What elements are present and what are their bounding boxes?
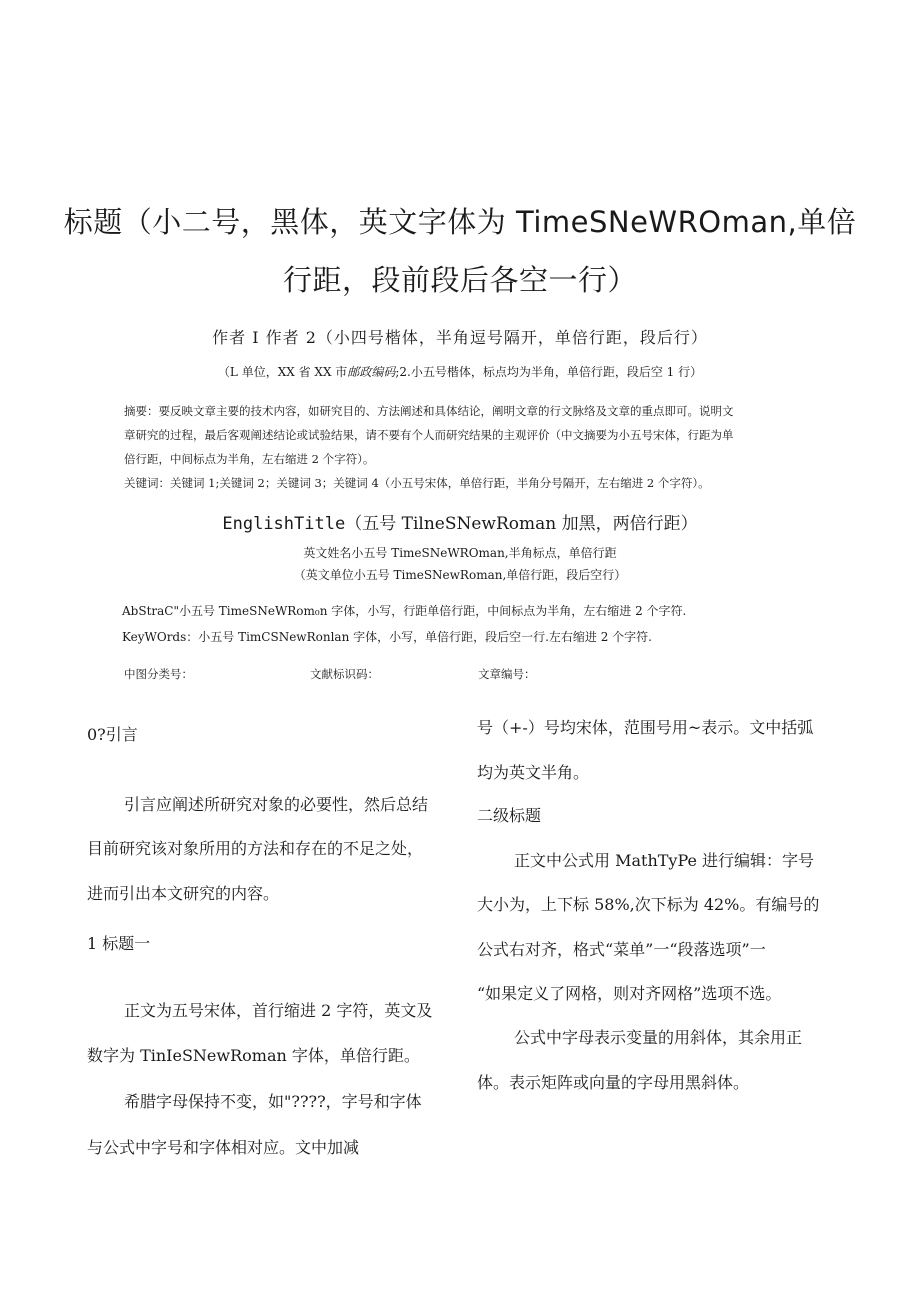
right-p2-line-2: 体。表示矩阵或向量的字母用黑斜体。 [477, 1073, 750, 1092]
right-p0-line-2: 均为英文半角。 [477, 763, 590, 782]
body-p2-line-2: 与公式中字号和字体相对应。文中加减 [87, 1138, 360, 1157]
intro-line-1: 引言应阐述所研究对象的必要性，然后总结 [124, 795, 429, 814]
clc-number-label: 中图分类号： [124, 667, 193, 681]
english-title [0, 509, 920, 534]
intro-line-2: 目前研究该对象所用的方法和存在的不足之处， [87, 839, 424, 858]
abstract-cn-line-2: 章研究的过程，最后客观阐述结论或试验结果，请不要有个人而研究结果的主观评价（中文摘要为小五号宋体，行距为单 [124, 428, 734, 442]
keywords-cn: 关键词：关键词 1;关键词 2；关键词 3；关键词 4（小五号宋体，单倍行距，半角分号隔开，左右缩进 2 个字符）。 [124, 476, 710, 490]
english-author: 英文姓名小五号 TimeSNeWROman,半角标点，单倍行距 [303, 546, 617, 560]
right-p1-line-3: 公式右对齐，格式“菜单”一“段落选项”一 [477, 940, 766, 959]
article-number-label: 文章编号： [478, 667, 536, 681]
right-p1-line-1: 正文中公式用 MathTyPe 进行编辑：字号 [514, 851, 815, 870]
abstract-cn-line-3: 倍行距，中间标点为半角，左右缩进 2 个字符）。 [124, 452, 375, 466]
abstract-cn-line-1: 摘要：要反映文章主要的技术内容，如研究目的、方法阐述和具体结论，阐明文章的行文脉络及文章的重点即可。说明文 [124, 404, 734, 418]
affiliation-prefix: （L 单位，XX 省 XX 市 [217, 365, 348, 379]
section-heading-intro: 0?引言 [87, 725, 138, 744]
intro-line-3: 进而引出本文研究的内容。 [87, 884, 280, 903]
body-p1-line-2: 数字为 TinIeSNewRoman 字体，单倍行距。 [87, 1046, 420, 1065]
body-p2-line-1: 希腊字母保持不变，如"????，字号和字体 [124, 1092, 422, 1111]
english-title-note: （五号 TilneSNewRoman 加黑，两倍行距） [345, 514, 698, 534]
affiliation-suffix: ;2.小五号楷体，标点均为半角，单倍行距，段后空 1 行） [395, 365, 703, 379]
english-title-text: EnglishTitle [222, 514, 346, 534]
authors: 作者 I 作者 2（小四号楷体，半角逗号隔开，单倍行距，段后行） [212, 328, 708, 347]
abstract-en: AbStraC"小五号 TimeSNeWRom₀n 字体，小写，行距单倍行距，中间标点为半角，左右缩进 2 个字符. [122, 604, 687, 618]
section-heading-2: 二级标题 [477, 806, 542, 825]
paper-title-line-1: 标题（小二号，黑体，英文字体为 TimeSNeWROman,单倍 [63, 205, 857, 239]
right-p1-line-4: “如果定义了网格，则对齐网格”选项不选。 [477, 984, 782, 1003]
section-heading-1: 1 标题一 [87, 934, 151, 953]
right-p2-line-1: 公式中字母表示变量的用斜体，其余用正 [514, 1028, 803, 1047]
keywords-en: KeyWOrds：小五号 TimCSNewRonlan 字体，小写，单倍行距，段后空一行.左右缩进 2 个字符. [122, 630, 653, 644]
affiliation-postcode: 邮政编码 [347, 365, 396, 379]
document-code-label: 文献标识码： [310, 667, 379, 681]
right-p0-line-1: 号（+-）号均宋体，范围号用~表示。文中括弧 [477, 718, 814, 737]
paper-title-line-2: 行距，段前段后各空一行） [282, 263, 637, 297]
body-p1-line-1: 正文为五号宋体，首行缩进 2 字符，英文及 [124, 1001, 433, 1020]
right-p1-line-2: 大小为，上下标 58%,次下标为 42%。有编号的 [477, 895, 820, 914]
affiliation [0, 363, 920, 380]
english-affiliation: （英文单位小五号 TimeSNewRoman,单倍行距，段后空行） [293, 568, 627, 582]
